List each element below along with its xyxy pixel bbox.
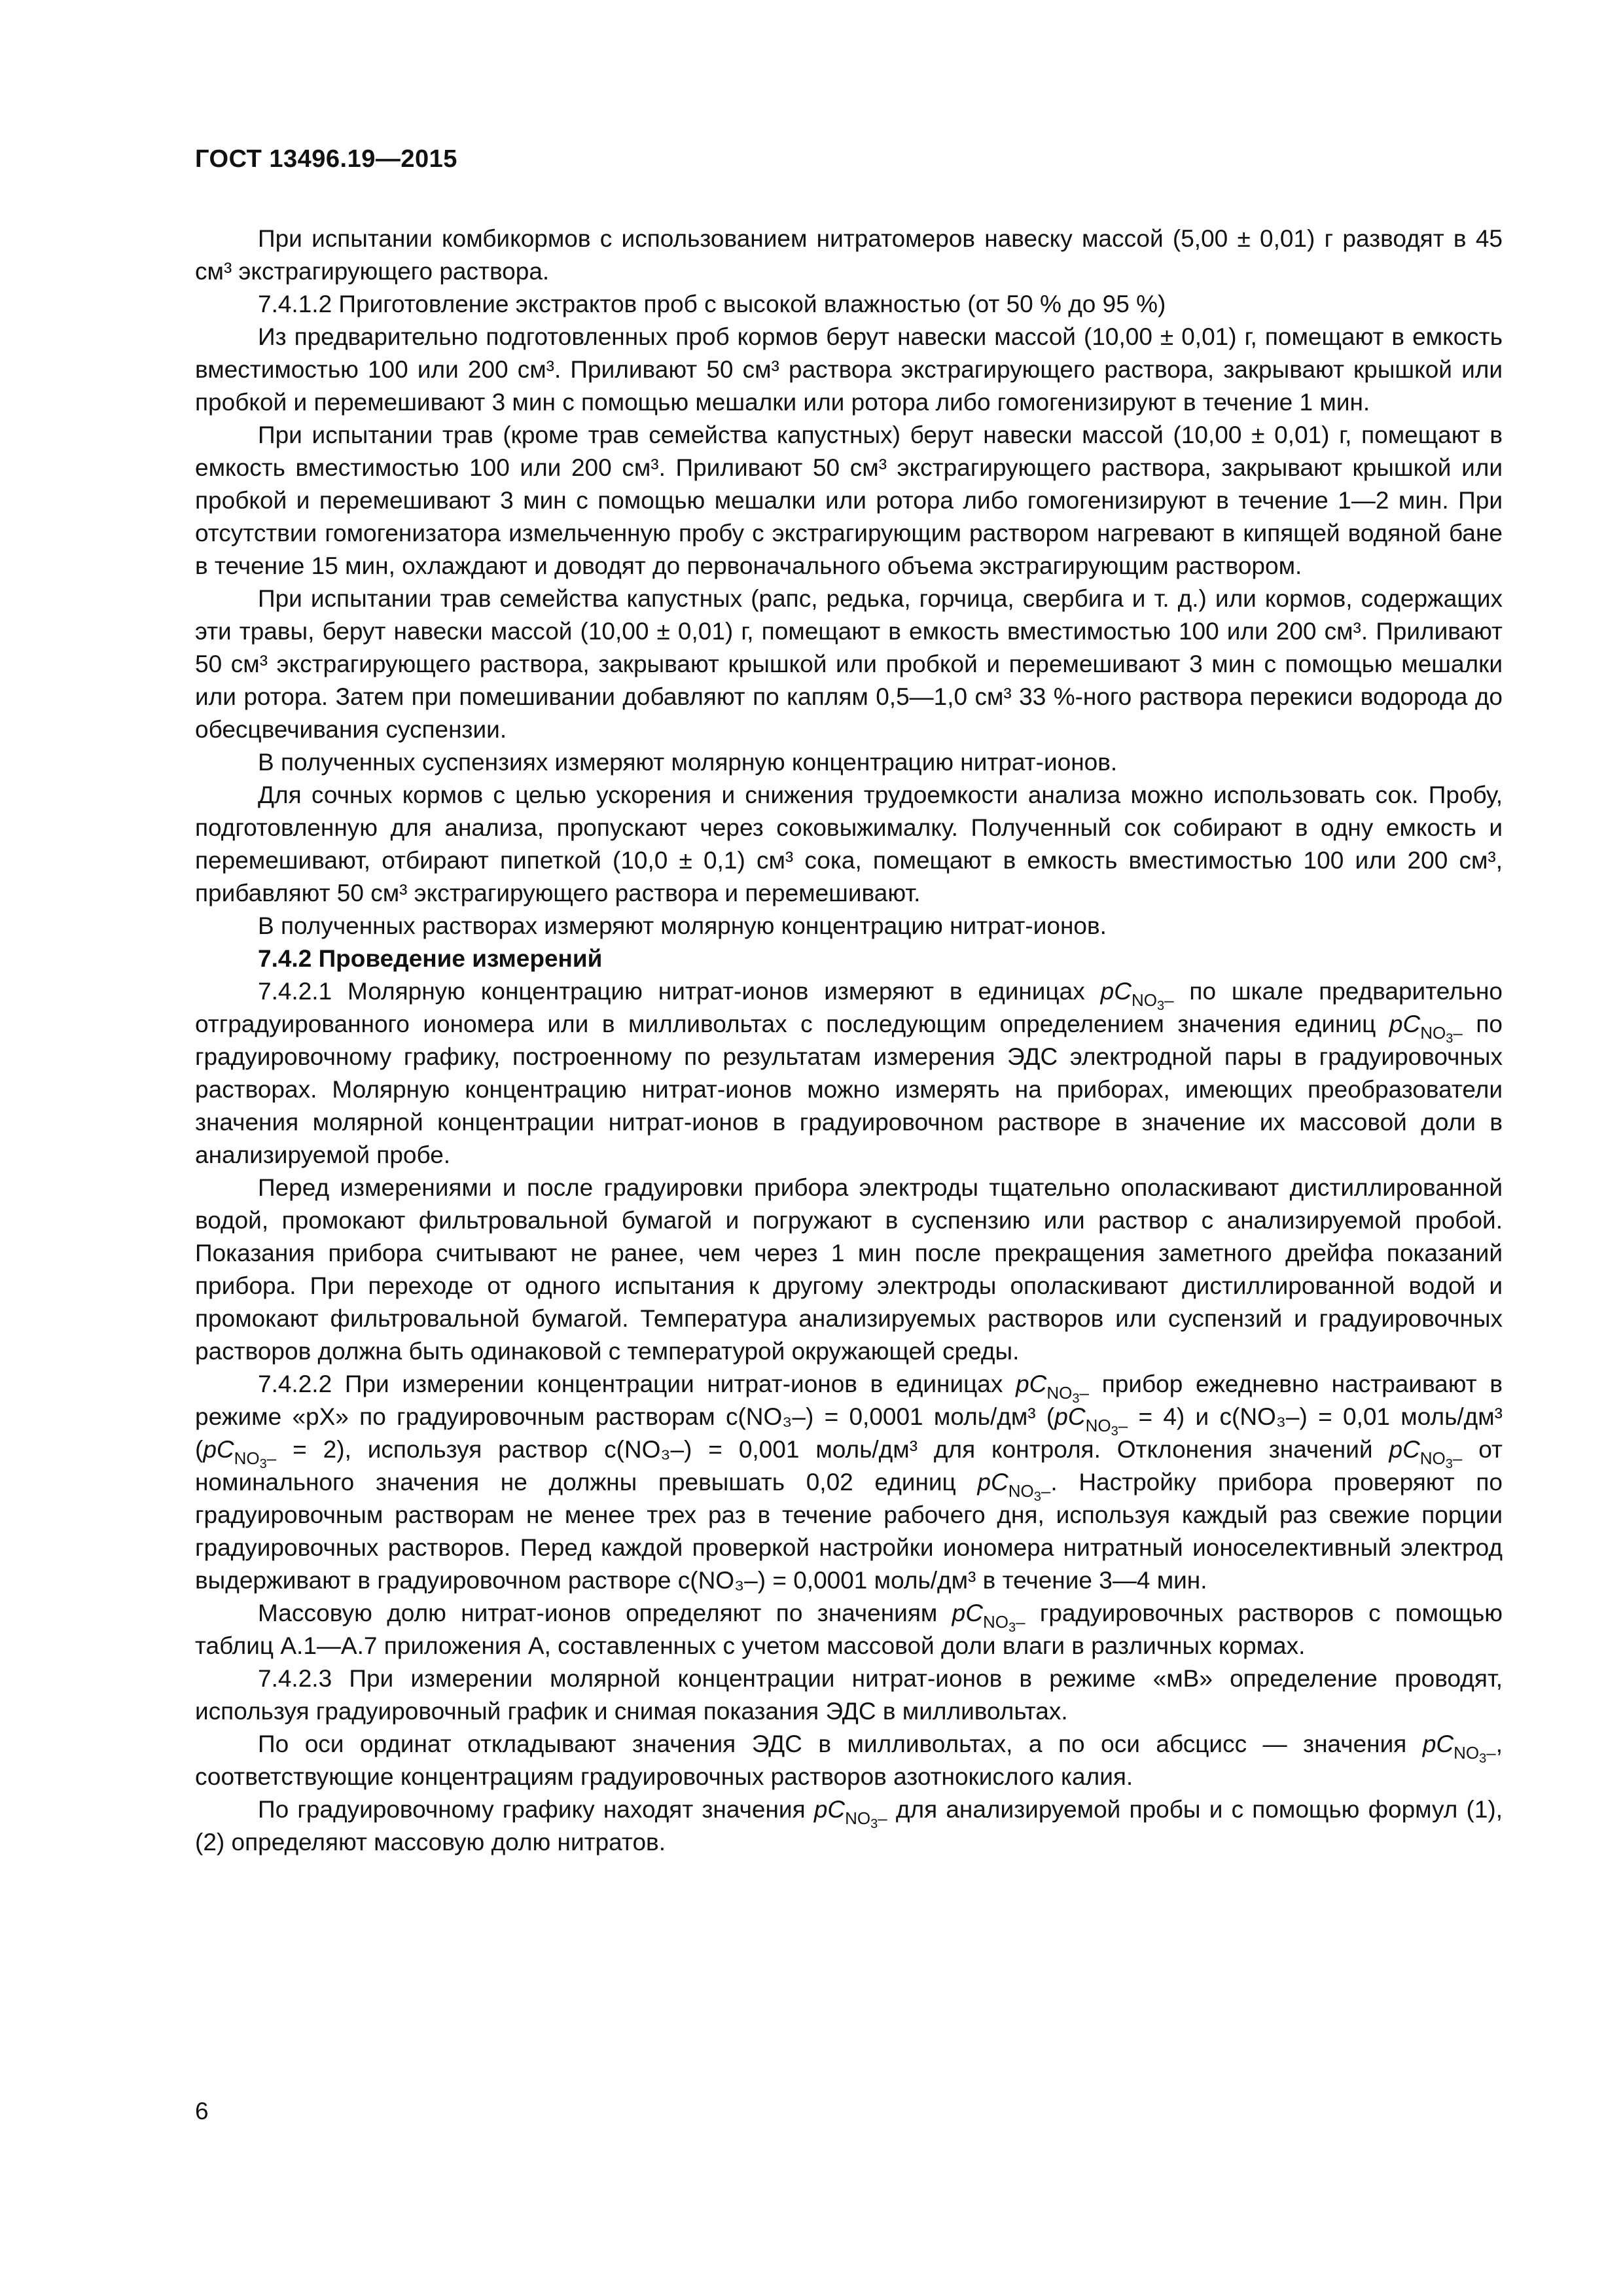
pc-no3-symbol: $pC_{NO_3-}$ bbox=[952, 1600, 1026, 1635]
document-body bbox=[195, 223, 1503, 1859]
text-run: = 2), используя раствор c(NO₃–) = 0,001 моль/дм³ для контроля. Отклонения значений bbox=[276, 1436, 1389, 1463]
paragraph: 7.4.2.3 При измерении молярной концентрации нитрат-ионов в режиме «мВ» определение проводят, используя градуировочный график и снимая показания ЭДС в милливольтах. bbox=[195, 1665, 1503, 1725]
paragraph bbox=[195, 1728, 1503, 1793]
paragraph: Из предварительно подготовленных проб кормов берут навески массой (10,00 ± 0,01) г, помещают в емкость вместимостью 100 или 200 см³. Приливают 50 см³ раствора экстрагирующего раствора, закрывают крышкой или пробкой и перемешивают 3 мин с помощью мешалки или ротора либо гомогенизируют в течение 1 мин. bbox=[195, 323, 1503, 416]
paragraph: При испытании трав семейства капустных (рапс, редька, горчица, свербига и т. д.) или кормов, содержащих эти травы, берут навески массой (10,00 ± 0,01) г, помещают в емкость вместимостью 100 или 200 см³. Приливают 50 см³ экстрагирующего раствора, закрывают крышкой или пробкой и перемешивают 3 мин с помощью мешалки или ротора. Затем при помешивании добавляют по каплям 0,5—1,0 см³ 33 %-ного раствора перекиси водорода до обесцвечивания суспензии. bbox=[195, 585, 1503, 743]
standard-title: ГОСТ 13496.19—2015 bbox=[195, 145, 457, 173]
text-run: По градуировочному графику находят значения bbox=[258, 1796, 814, 1823]
pc-no3-symbol: $pC_{NO_3-}$ bbox=[977, 1469, 1051, 1504]
pc-no3-symbol: $pC_{NO_3-}$ bbox=[1389, 1011, 1463, 1046]
text-run: По оси ординат откладывают значения ЭДС в милливольтах, а по оси абсцисс — значения bbox=[258, 1731, 1423, 1757]
text-run: = 4) и c(NO₃–) = 0,01 моль/дм³ ( bbox=[195, 1403, 1503, 1463]
pc-no3-symbol: $pC_{NO_3-}$ bbox=[1100, 978, 1174, 1013]
text-run: . Настройку прибора проверяют по градуировочным растворам не менее трех раз в течение рабочего дня, используя каждый раз свежие порции градуировочных растворов. Перед каждой проверкой настройки иономера нитратный ионоселективный электрод выдерживают в градуировочном растворе c(NO₃–) = 0,0001 моль/дм³ в течение 3—4 мин. bbox=[195, 1469, 1503, 1594]
pc-no3-symbol: $pC_{NO_3-}$ bbox=[1389, 1436, 1463, 1471]
text-run: по градуировочному графику, построенному по результатам измерения ЭДС электродной пары в градуировочных растворах. Молярную концентрацию нитрат-ионов можно измерять на приборах, имеющих преобразователи значения молярной концентрации нитрат-ионов в градуировочном растворе в значение их массовой доли в анализируемой пробе. bbox=[195, 1011, 1503, 1168]
paragraph: При испытании комбикормов с использованием нитратомеров навеску массой (5,00 ± 0,01) г разводят в 45 см³ экстрагирующего раствора. bbox=[195, 225, 1503, 285]
paragraph: Для сочных кормов с целью ускорения и снижения трудоемкости анализа можно использовать сок. Пробу, подготовленную для анализа, пропускают через соковыжималку. Полученный сок собирают в одну емкость и перемешивают, отбирают пипеткой (10,0 ± 0,1) см³ сока, помещают в емкость вместимостью 100 или 200 см³, прибавляют 50 см³ экстрагирующего раствора и перемешивают. bbox=[195, 781, 1503, 906]
paragraph bbox=[195, 975, 1503, 1172]
pc-no3-symbol: $pC_{NO_3-}$ bbox=[1054, 1403, 1128, 1439]
text-run: прибор ежедневно настраивают в режиме «pX» по градуировочным растворам c(NO₃–) = 0,0001 моль/дм³ ( bbox=[195, 1371, 1503, 1430]
page-number: 6 bbox=[195, 2098, 209, 2125]
section-heading: 7.4.2 Проведение измерений bbox=[258, 945, 603, 972]
paragraph: В полученных растворах измеряют молярную концентрацию нитрат-ионов. bbox=[258, 912, 1107, 939]
pc-no3-symbol: $pC_{NO_3-}$ bbox=[813, 1796, 887, 1831]
text-run: 7.4.2.1 Молярную концентрацию нитрат-ионов измеряют в единицах bbox=[258, 978, 1101, 1005]
pc-no3-symbol: $pC_{NO_3-}$ bbox=[203, 1436, 277, 1471]
text-run: 7.4.2.2 При измерении концентрации нитрат-ионов в единицах bbox=[258, 1371, 1016, 1397]
paragraph: В полученных суспензиях измеряют молярную концентрацию нитрат-ионов. bbox=[258, 749, 1118, 776]
pc-no3-symbol: $pC_{NO_3-}$ bbox=[1016, 1371, 1089, 1406]
text-run: , соответствующие концентрациям градуировочных растворов азотнокислого калия. bbox=[195, 1731, 1503, 1790]
pc-no3-symbol: $pC_{NO_3-}$ bbox=[1422, 1731, 1496, 1766]
text-run: по шкале предварительно отградуированного иономера или в милливольтах с последующим определением значения единиц bbox=[195, 978, 1503, 1037]
paragraph bbox=[195, 1368, 1503, 1597]
paragraph bbox=[195, 1793, 1503, 1859]
paragraph: 7.4.1.2 Приготовление экстрактов проб с высокой влажностью (от 50 % до 95 %) bbox=[258, 291, 1166, 317]
paragraph: При испытании трав (кроме трав семейства капустных) берут навески массой (10,00 ± 0,01) г, помещают в емкость вместимостью 100 или 200 см³. Приливают 50 см³ экстрагирующего раствора, закрывают крышкой или пробкой и перемешивают 3 мин с помощью мешалки или ротора либо гомогенизируют в течение 1—2 мин. При отсутствии гомогенизатора измельченную пробу с экстрагирующим раствором нагревают в кипящей водяной бане в течение 15 мин, охлаждают и доводят до первоначального объема экстрагирующим раствором. bbox=[195, 422, 1503, 579]
paragraph: Перед измерениями и после градуировки прибора электроды тщательно ополаскивают дистиллированной водой, промокают фильтровальной бумагой и погружают в суспензию или раствор с анализируемой пробой. Показания прибора считывают не ранее, чем через 1 мин после прекращения заметного дрейфа показаний прибора. При переходе от одного испытания к другому электроды ополаскивают дистиллированной водой и промокают фильтровальной бумагой. Температура анализируемых растворов или суспензий и градуировочных растворов должна быть одинаковой с температурой окружающей среды. bbox=[195, 1174, 1503, 1365]
text-run: Массовую долю нитрат-ионов определяют по значениям bbox=[258, 1600, 952, 1626]
paragraph bbox=[195, 1597, 1503, 1662]
text-run: для анализируемой пробы и с помощью формул (1), (2) определяют массовую долю нитратов. bbox=[195, 1796, 1503, 1856]
text-run: градуировочных растворов с помощью таблиц А.1—А.7 приложения А, составленных с учетом массовой доли влаги в различных кормах. bbox=[195, 1600, 1503, 1659]
text-run: от номинального значения не должны превышать 0,02 единиц bbox=[195, 1436, 1503, 1496]
